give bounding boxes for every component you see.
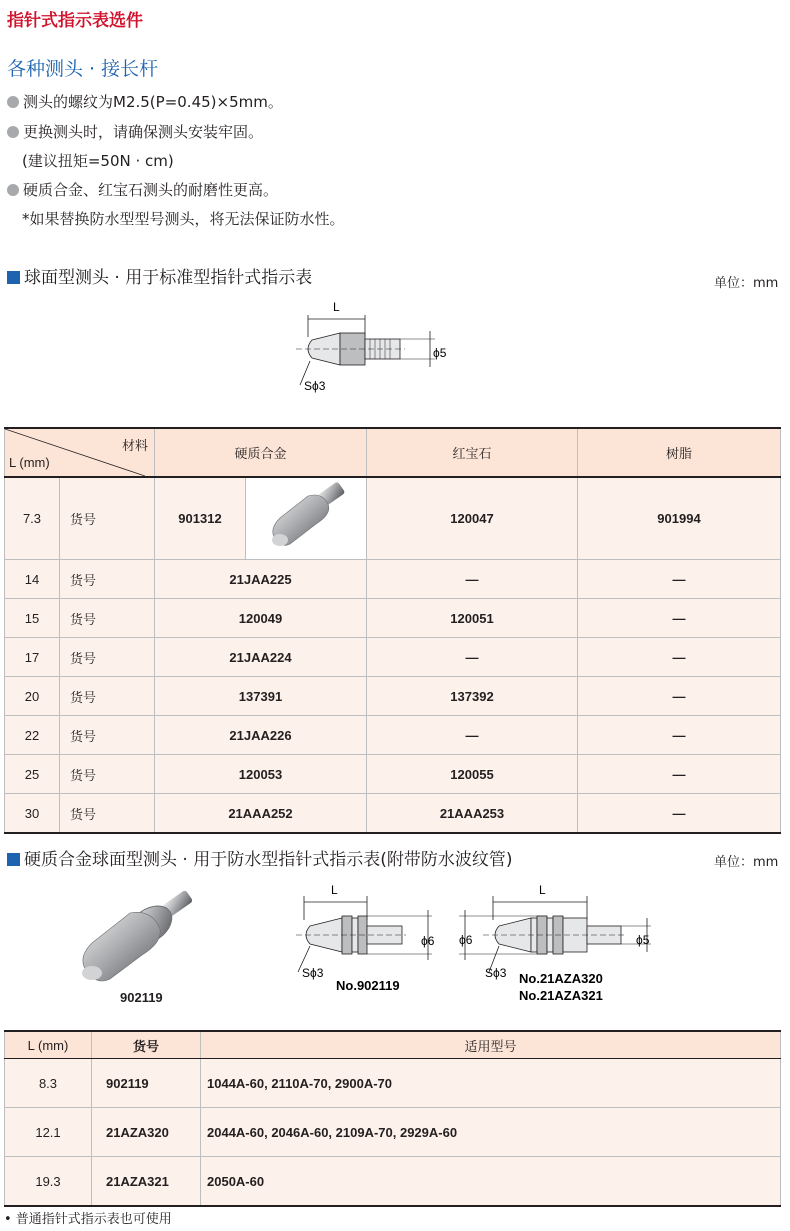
l-cell: 7.3 <box>5 477 60 560</box>
code-cell: 21AAA253 <box>367 794 578 834</box>
code-cell: — <box>367 638 578 677</box>
table-row <box>5 1108 781 1157</box>
probe-photo-icon <box>246 478 366 556</box>
diameter-right-label: ϕ5 <box>636 933 650 947</box>
code-cell: 21JAA225 <box>155 560 367 599</box>
square-icon <box>7 271 20 284</box>
bullet-icon <box>7 184 19 196</box>
code-cell: — <box>578 755 781 794</box>
l-header: L (mm) <box>9 455 50 470</box>
table-row <box>5 599 781 638</box>
col-code: 货号 <box>92 1031 201 1059</box>
code-cell: 120055 <box>367 755 578 794</box>
note-2-sub: (建议扭矩=50N · cm) <box>22 152 174 170</box>
code-cell: 120049 <box>155 599 367 638</box>
probe-diagram-21aza <box>455 880 665 1005</box>
probe-diagram-standard <box>290 295 450 400</box>
bullet-icon <box>7 96 19 108</box>
code-cell: — <box>578 599 781 638</box>
diameter-left-label: ϕ6 <box>459 933 473 947</box>
col-models: 适用型号 <box>201 1031 781 1059</box>
code-cell: 137391 <box>155 677 367 716</box>
table1-unit: 单位：mm <box>714 276 779 291</box>
page-title: 指针式指示表选件 <box>7 11 143 31</box>
key-cell: 货号 <box>60 755 155 794</box>
l-cell: 25 <box>5 755 60 794</box>
code-cell: 21JAA224 <box>155 638 367 677</box>
waterproof-probe-table <box>4 1030 781 1207</box>
code-cell: — <box>578 560 781 599</box>
col-ruby: 红宝石 <box>367 428 578 477</box>
l-cell: 17 <box>5 638 60 677</box>
code-cell: — <box>578 716 781 755</box>
code-cell: — <box>578 794 781 834</box>
table-row <box>5 560 781 599</box>
diagram-caption-2: No.21AZA321 <box>519 988 603 1003</box>
note-3-sub: *如果替换防水型型号测头，将无法保证防水性。 <box>22 210 345 228</box>
material-header: 材料 <box>121 438 148 453</box>
table-row <box>5 638 781 677</box>
key-cell: 货号 <box>60 477 155 560</box>
table-row <box>5 716 781 755</box>
col-resin: 树脂 <box>578 428 781 477</box>
diagram-caption: No.902119 <box>336 978 400 993</box>
code-cell: 21AZA320 <box>92 1108 201 1157</box>
table1-title: 球面型测头 · 用于标准型指针式指示表 <box>7 263 312 288</box>
key-cell: 货号 <box>60 677 155 716</box>
code-cell: 21JAA226 <box>155 716 367 755</box>
table2-title: 硬质合金球面型测头 · 用于防水型指针式指示表(附带防水波纹管) <box>7 845 512 870</box>
code-cell: 21AAA252 <box>155 794 367 834</box>
code-cell: 21AZA321 <box>92 1157 201 1207</box>
bullet-icon <box>7 126 19 138</box>
l-label: L <box>331 883 338 897</box>
corner-header <box>5 428 155 477</box>
note-3: 硬质合金、红宝石测头的耐磨性更高。 <box>7 179 278 200</box>
code-cell: 137392 <box>367 677 578 716</box>
table-row <box>5 1059 781 1108</box>
diameter-label: ϕ5 <box>433 346 447 360</box>
note-2: 更换测头时，请确保测头安装牢固。 <box>7 121 263 142</box>
table-row <box>5 1157 781 1207</box>
probe-photo-902119 <box>70 885 200 990</box>
table-row <box>5 677 781 716</box>
l-cell: 14 <box>5 560 60 599</box>
models-cell: 2044A-60, 2046A-60, 2109A-70, 2929A-60 <box>201 1108 781 1157</box>
table2-unit: 单位：mm <box>714 855 779 870</box>
key-cell: 货号 <box>60 599 155 638</box>
code-cell: 902119 <box>92 1059 201 1108</box>
probe-photo <box>246 477 367 560</box>
l-cell: 19.3 <box>5 1157 92 1207</box>
code-cell: — <box>578 638 781 677</box>
l-cell: 8.3 <box>5 1059 92 1108</box>
code-cell: — <box>367 560 578 599</box>
models-cell: 1044A-60, 2110A-70, 2900A-70 <box>201 1059 781 1108</box>
code-cell: — <box>367 716 578 755</box>
footnote: • 普通指针式指示表也可使用 <box>4 1212 172 1227</box>
l-cell: 22 <box>5 716 60 755</box>
table-row <box>5 794 781 834</box>
l-label: L <box>539 883 546 897</box>
l-cell: 12.1 <box>5 1108 92 1157</box>
code-cell: 901312 <box>155 477 246 560</box>
key-cell: 货号 <box>60 794 155 834</box>
table-row <box>5 477 781 560</box>
code-cell: 120053 <box>155 755 367 794</box>
code-cell: 120051 <box>367 599 578 638</box>
key-cell: 货号 <box>60 638 155 677</box>
sphere-label: Sϕ3 <box>302 966 324 980</box>
sphere-label: Sϕ3 <box>304 379 326 393</box>
sphere-label: Sϕ3 <box>485 966 507 980</box>
col-carbide: 硬质合金 <box>155 428 367 477</box>
code-cell: 120047 <box>367 477 578 560</box>
table-row <box>5 755 781 794</box>
diameter-label: ϕ6 <box>421 934 435 948</box>
key-cell: 货号 <box>60 716 155 755</box>
standard-probe-table <box>4 427 781 834</box>
note-1: 测头的螺纹为M2.5(P=0.45)×5mm。 <box>7 91 283 112</box>
probe-diagram-902119 <box>290 880 450 995</box>
l-cell: 15 <box>5 599 60 638</box>
models-cell: 2050A-60 <box>201 1157 781 1207</box>
code-cell: 901994 <box>578 477 781 560</box>
l-label: L <box>333 300 340 314</box>
section-title: 各种测头 · 接长杆 <box>7 58 159 80</box>
key-cell: 货号 <box>60 560 155 599</box>
l-cell: 20 <box>5 677 60 716</box>
square-icon <box>7 853 20 866</box>
col-l: L (mm) <box>5 1031 92 1059</box>
code-cell: — <box>578 677 781 716</box>
l-cell: 30 <box>5 794 60 834</box>
diagram-caption-1: No.21AZA320 <box>519 971 603 986</box>
photo-caption: 902119 <box>120 990 163 1005</box>
